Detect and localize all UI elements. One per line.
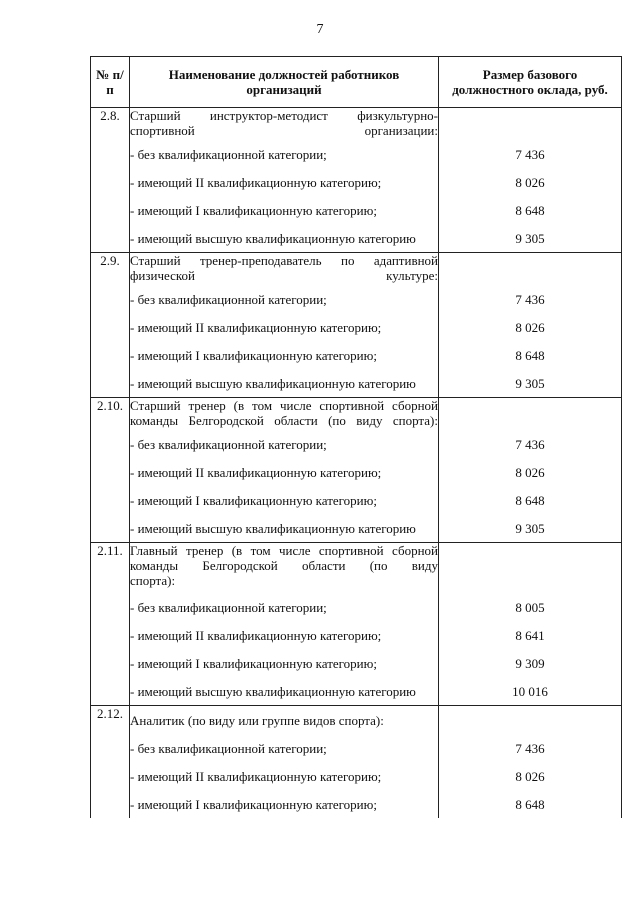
table-row: [91, 108, 622, 141]
position-title: Аналитик (по виду или группе видов спорта):: [130, 706, 439, 735]
category-label: - имеющий II квалификационную категорию;: [130, 762, 439, 790]
table-row: [91, 790, 622, 818]
table-row: [91, 514, 622, 543]
category-label: - без квалификационной категории;: [130, 430, 439, 458]
position-title-line: спортивной организации:: [130, 123, 438, 138]
category-label: - имеющий II квалификационную категорию;: [130, 458, 439, 486]
position-title: [130, 543, 439, 594]
salary-value: 8 005: [439, 593, 622, 621]
salary-value: 7 436: [439, 140, 622, 168]
position-title-line: Главный тренер (в том числе спортивной сборной: [130, 543, 438, 558]
salary-table: [90, 56, 622, 818]
table-row: [91, 285, 622, 313]
salary-value: 9 305: [439, 514, 622, 543]
table-row: [91, 706, 622, 735]
table-row: [91, 369, 622, 398]
category-label: - имеющий I квалификационную категорию;: [130, 790, 439, 818]
category-label: - без квалификационной категории;: [130, 140, 439, 168]
table-row: [91, 196, 622, 224]
salary-value: 8 648: [439, 196, 622, 224]
salary-value: 8 641: [439, 621, 622, 649]
category-label: - имеющий I квалификационную категорию;: [130, 486, 439, 514]
position-title-line: Старший тренер-преподаватель по адаптивной: [130, 253, 438, 268]
position-title: [130, 253, 439, 286]
table-row: [91, 734, 622, 762]
table-row: [91, 253, 622, 286]
position-title: [130, 108, 439, 141]
table-row: [91, 140, 622, 168]
salary-value: 9 305: [439, 224, 622, 253]
salary-value: 8 026: [439, 313, 622, 341]
salary-value: 8 026: [439, 762, 622, 790]
table-row: [91, 762, 622, 790]
table-row: [91, 341, 622, 369]
category-label: - имеющий высшую квалификационную категорию: [130, 369, 439, 398]
header-position-name: Наименование должностей работников организаций: [130, 57, 439, 108]
item-number: 2.8.: [91, 108, 130, 141]
category-label: - без квалификационной категории;: [130, 285, 439, 313]
position-title-line: команды Белгородской области (по виду: [130, 558, 438, 573]
table-row: [91, 458, 622, 486]
position-title-line: Старший тренер (в том числе спортивной сборной: [130, 398, 438, 413]
page-number: 7: [316, 22, 324, 37]
salary-cell-empty: [439, 253, 622, 286]
salary-value: 9 305: [439, 369, 622, 398]
salary-value: 8 026: [439, 168, 622, 196]
table-row: [91, 543, 622, 594]
salary-value: 7 436: [439, 285, 622, 313]
salary-value: 8 648: [439, 341, 622, 369]
item-number: 2.10.: [91, 398, 130, 431]
category-label: - без квалификационной категории;: [130, 593, 439, 621]
salary-value: 7 436: [439, 734, 622, 762]
salary-value: 9 309: [439, 649, 622, 677]
salary-value: 10 016: [439, 677, 622, 706]
salary-cell-empty: [439, 398, 622, 431]
position-title-line: команды Белгородской области (по виду спорта):: [130, 413, 438, 428]
category-label: - имеющий I квалификационную категорию;: [130, 196, 439, 224]
category-label: - имеющий II квалификационную категорию;: [130, 621, 439, 649]
salary-cell-empty: [439, 108, 622, 141]
table-row: [91, 677, 622, 706]
category-label: - имеющий высшую квалификационную категорию: [130, 224, 439, 253]
category-label: - имеющий высшую квалификационную категорию: [130, 514, 439, 543]
salary-value: 8 648: [439, 790, 622, 818]
table-row: [91, 649, 622, 677]
item-number: 2.9.: [91, 253, 130, 286]
header-number: № п/п: [91, 57, 130, 108]
position-title-line: спорта):: [130, 573, 176, 588]
item-number: 2.11.: [91, 543, 130, 594]
category-label: - имеющий высшую квалификационную категорию: [130, 677, 439, 706]
position-title: [130, 398, 439, 431]
salary-value: 7 436: [439, 430, 622, 458]
table-row: [91, 168, 622, 196]
salary-cell-empty: [439, 706, 622, 735]
category-label: - имеющий II квалификационную категорию;: [130, 313, 439, 341]
table-row: [91, 593, 622, 621]
salary-value: 8 026: [439, 458, 622, 486]
category-label: - имеющий II квалификационную категорию;: [130, 168, 439, 196]
header-salary: Размер базового должностного оклада, руб.: [439, 57, 622, 108]
table-row: [91, 621, 622, 649]
category-label: - имеющий I квалификационную категорию;: [130, 341, 439, 369]
position-title-line: Старший инструктор-методист физкультурно-: [130, 108, 438, 123]
category-label: - без квалификационной категории;: [130, 734, 439, 762]
category-label: - имеющий I квалификационную категорию;: [130, 649, 439, 677]
table-header-row: [91, 57, 622, 108]
table-row: [91, 313, 622, 341]
table-row: [91, 398, 622, 431]
item-number: 2.12.: [91, 706, 130, 735]
salary-value: 8 648: [439, 486, 622, 514]
table-row: [91, 224, 622, 253]
position-title-line: физической культуре:: [130, 268, 438, 283]
salary-cell-empty: [439, 543, 622, 594]
table-row: [91, 486, 622, 514]
table-row: [91, 430, 622, 458]
